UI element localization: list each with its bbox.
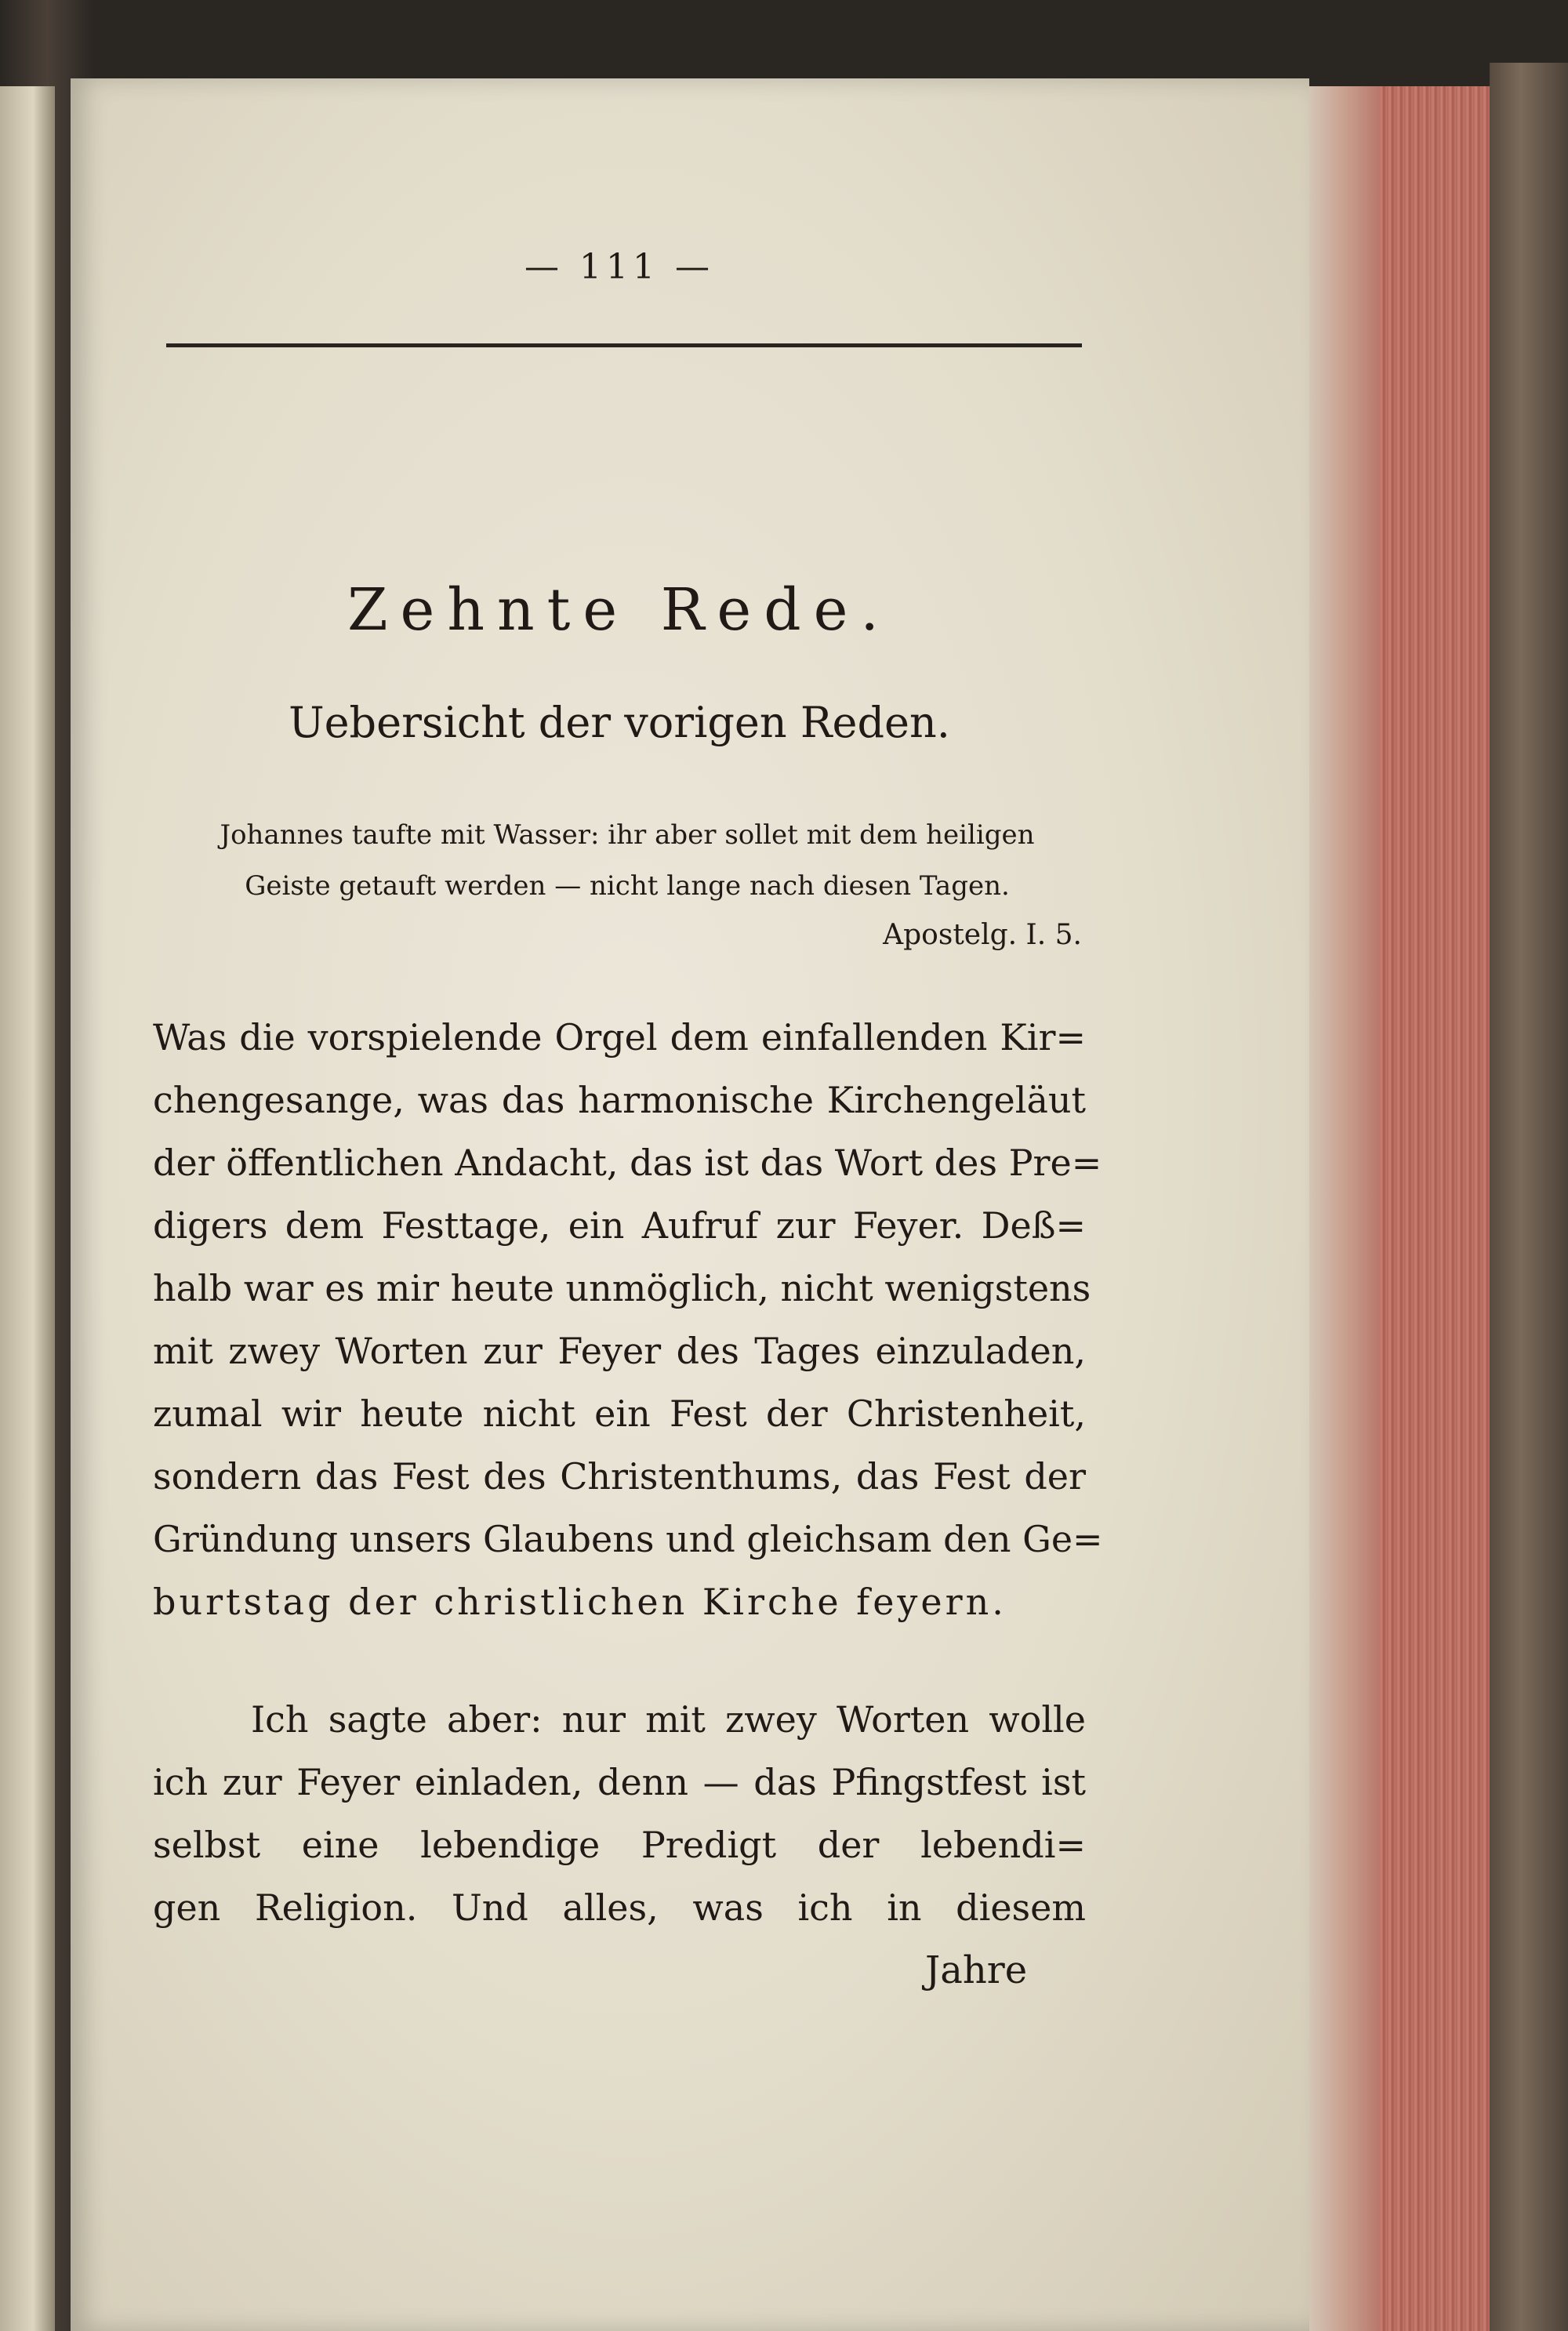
body-line: Gründung unsers Glaubens und gleichsam den Ge= <box>153 1518 1103 1560</box>
header-rule <box>166 343 1082 347</box>
body-line: mit zwey Worten zur Feyer des Tages einzuladen, <box>153 1330 1086 1372</box>
body-line: der öffentlichen Andacht, das ist das Wort des Pre= <box>153 1142 1102 1184</box>
body-line: Ich sagte aber: nur mit zwey Worten wolle <box>251 1698 1086 1741</box>
page-number: — 111 — <box>524 247 714 287</box>
body-line: selbst eine lebendige Predigt der lebendi= <box>153 1824 1086 1866</box>
body-line: Was die vorspielende Orgel dem einfallenden Kir= <box>153 1016 1086 1058</box>
body-line: zumal wir heute nicht ein Fest der Christenheit, <box>153 1392 1086 1435</box>
body-line: digers dem Festtage, ein Aufruf zur Feyer. Deß= <box>153 1204 1086 1247</box>
motto-line: Johannes taufte mit Wasser: ihr aber sollet mit dem heiligen <box>220 819 1035 851</box>
motto-line: Geiste getauft werden — nicht lange nach diesen Tagen. <box>245 870 1010 902</box>
catchword: Jahre <box>925 1948 1028 1992</box>
chapter-title: Zehnte Rede. <box>347 576 891 644</box>
body-line: halb war es mir heute unmöglich, nicht wenigstens <box>153 1267 1091 1309</box>
left-page-edge <box>0 86 55 2331</box>
body-line: burtstag der christlichen Kirche feyern. <box>153 1581 1007 1623</box>
body-line: chengesange, was das harmonische Kirchengeläut <box>153 1079 1086 1121</box>
body-line: sondern das Fest des Christenthums, das Fest der <box>153 1455 1086 1498</box>
chapter-subtitle: Uebersicht der vorigen Reden. <box>289 698 950 747</box>
page-edge-highlight <box>1309 86 1380 2331</box>
book-cover <box>1490 63 1568 2331</box>
motto-source: Apostelg. I. 5. <box>883 919 1082 951</box>
body-line: ich zur Feyer einladen, denn — das Pfingstfest ist <box>153 1761 1086 1803</box>
body-line: gen Religion. Und alles, was ich in diesem <box>153 1886 1086 1929</box>
